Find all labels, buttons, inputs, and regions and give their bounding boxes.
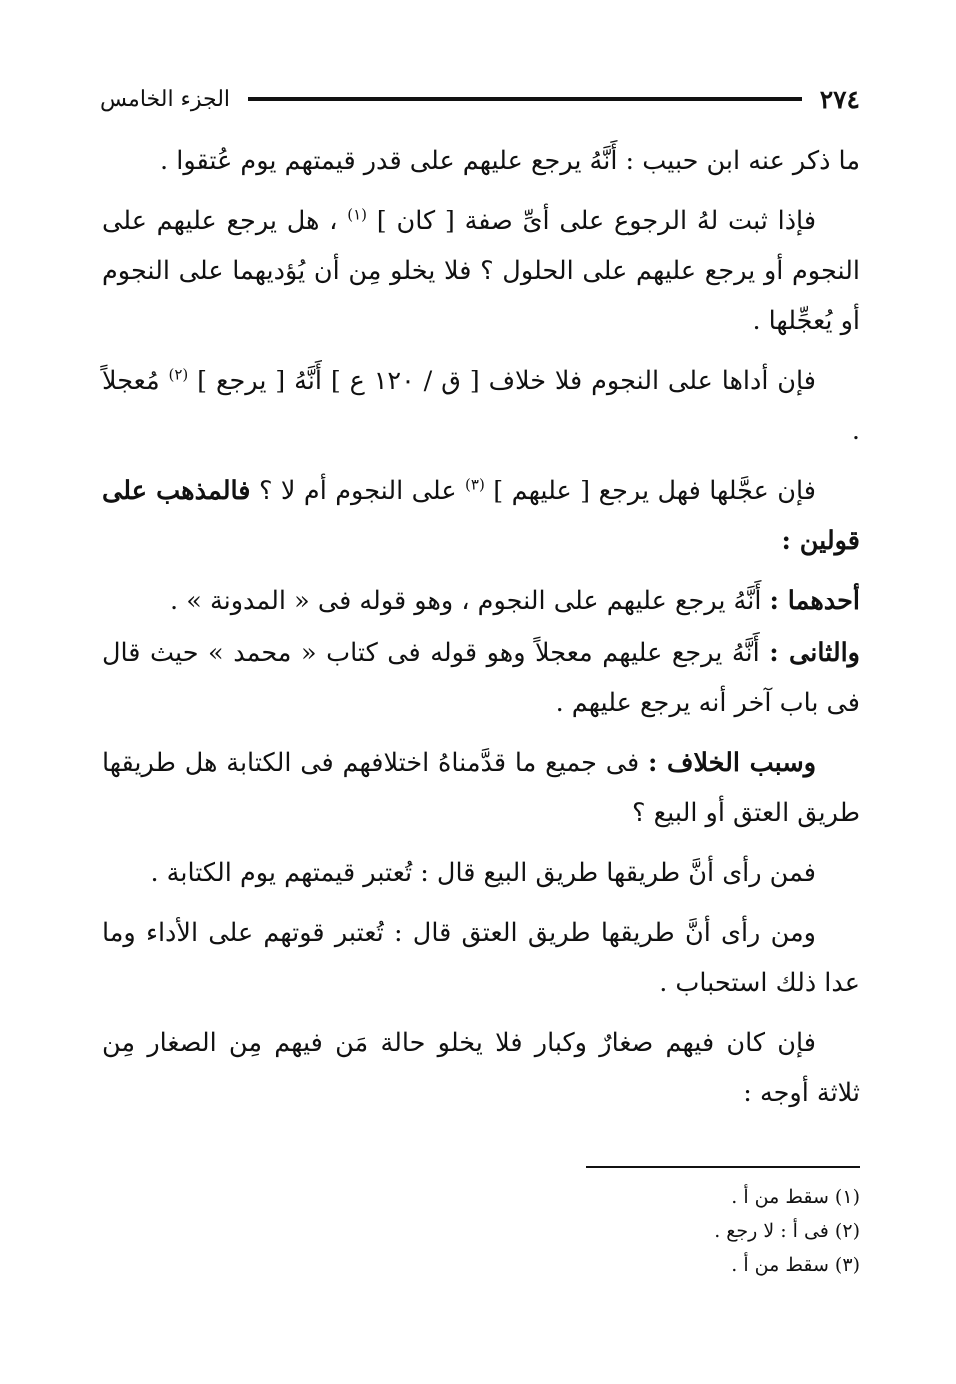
paragraph-7: وسبب الخلاف : فى جميع ما قدَّمناهُ اختلافهم فى الكتابة هل طريقها طريق العتق أو البيع ؟ — [102, 748, 860, 828]
footnote-2: (٢) فى أ : لا رجع . — [714, 1220, 860, 1242]
paragraph-6: والثانى : أَنَّهُ يرجع عليهم معجلاً وهو قوله فى كتاب « محمد » حيث قال فى باب آخر أنه يرجع عليهم . — [102, 638, 860, 718]
paragraph-8: فمن رأى أنَّ طريقها طريق البيع قال : تُعتبر قيمتهم يوم الكتابة . — [150, 858, 816, 888]
footnote-ref-3[interactable]: (٣) — [465, 475, 485, 494]
bold-label: والثانى : — [769, 638, 860, 668]
paragraph-3: فإن أداها على النجوم فلا خلاف [ ق / ١٢٠ ع ] أَنَّهُ [ يرجع ] $^{(٢)}$ مُعجلاً . — [102, 365, 860, 446]
paragraph-4: فإن عجَّلها فهل يرجع [ عليهم ] $^{(٣)}$ على النجوم أم لا ؟ فالمذهب على قولين : — [102, 475, 860, 556]
paragraph-10: فإن كان فيهم صغارٌ وكبار فلا يخلو حالة مَن فيهم مِن الصغار مِن ثلاثة أوجه : — [102, 1028, 860, 1108]
footnotes — [360, 1180, 860, 1282]
footnote-ref-1[interactable]: (١) — [347, 205, 368, 224]
bold-label: وسبب الخلاف : — [648, 748, 817, 778]
paragraph-2: فإذا ثبت لهُ الرجوع على أىِّ صفة [ كان ] $^{(١)}$ ، هل يرجع عليهم على النجوم أو يرجع عليهم على الحلول ؟ فلا يخلو مِن أن يُؤديهما على النجوم أو يُعجِّلها . — [102, 205, 860, 336]
footnote-3: (٣) سقط من أ . — [731, 1254, 860, 1276]
footnote-1: (١) سقط من أ . — [731, 1186, 860, 1208]
page-number: ٢٧٤ — [819, 84, 860, 114]
paragraph-9: ومن رأى أنَّ طريقها طريق العتق قال : تُعتبر قوتهم على الأداء وما عدا ذلك استحباب . — [102, 918, 860, 998]
paragraph-5: أحدهما : أَنَّهُ يرجع عليهم على النجوم ، وهو قوله فى « المدونة » . — [170, 586, 860, 616]
footnote-separator — [586, 1166, 860, 1168]
page-header — [100, 82, 860, 116]
bold-label: أحدهما : — [769, 586, 860, 616]
bold-heading: فالمذهب على قولين : — [102, 476, 860, 556]
running-title: الجزء الخامس — [100, 86, 231, 112]
footnote-ref-2[interactable]: (٢) — [168, 365, 189, 384]
header-rule — [248, 97, 802, 101]
main-text — [102, 136, 860, 1128]
paragraph-1: ما ذكر عنه ابن حبيب : أَنَّهُ يرجع عليهم على قدر قيمتهم يوم عُتقوا . — [160, 146, 860, 176]
